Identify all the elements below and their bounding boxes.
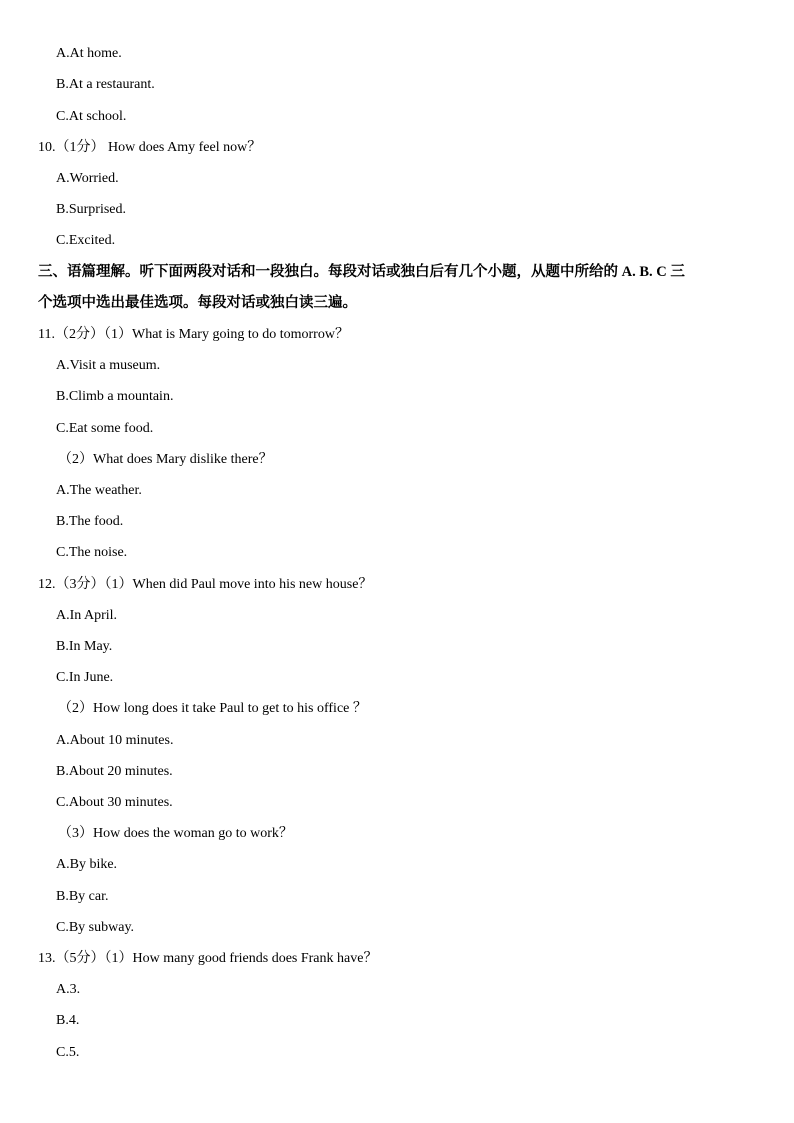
question-13-1: 13.（5分）（1）How many good friends does Frank have？ [38, 951, 378, 966]
option-school: C.At school. [56, 109, 127, 124]
question-10: 10.（1分） How does Amy feel now？ [38, 140, 262, 155]
question-11-1: 11.（2分）（1）What is Mary going to do tomorrow？ [38, 327, 349, 342]
option-subway: C.By subway. [56, 920, 135, 935]
option-5: C.5. [56, 1045, 80, 1060]
option-3: A.3. [56, 982, 81, 997]
option-4: B.4. [56, 1013, 80, 1028]
section-heading: 三、语篇理解。听下面两段对话和一段独白。每段对话或独白后有几个小题，从题中所给的 A. B. C 三 [38, 264, 685, 280]
option-mountain: B.Climb a mountain. [56, 389, 174, 404]
option-weather: A.The weather. [56, 483, 142, 498]
option-food: C.Eat some food. [56, 421, 154, 436]
option-may: B.In May. [56, 639, 113, 654]
option-30-minutes: C.About 30 minutes. [56, 795, 173, 810]
question-12-3: （3）How does the woman go to work？ [58, 826, 293, 841]
question-12-2: （2）How long does it take Paul to get to his office ？ [58, 701, 367, 716]
question-12-1: 12.（3分）（1）When did Paul move into his new house？ [38, 577, 373, 592]
section-heading-cont: 个选项中选出最佳选项。每段对话或独白读三遍。 [38, 295, 357, 311]
option-bike: A.By bike. [56, 857, 118, 872]
option-20-minutes: B.About 20 minutes. [56, 764, 173, 779]
option-museum: A.Visit a museum. [56, 358, 161, 373]
option-noise: C.The noise. [56, 545, 128, 560]
option-surprised: B.Surprised. [56, 202, 126, 217]
option-10-minutes: A.About 10 minutes. [56, 733, 174, 748]
option-the-food: B.The food. [56, 514, 124, 529]
option-home: A.At home. [56, 46, 122, 61]
option-restaurant: B.At a restaurant. [56, 77, 155, 92]
question-11-2: （2）What does Mary dislike there？ [58, 452, 273, 467]
option-car: B.By car. [56, 889, 109, 904]
option-june: C.In June. [56, 670, 114, 685]
option-excited: C.Excited. [56, 233, 116, 248]
option-april: A.In April. [56, 608, 118, 623]
option-worried: A.Worried. [56, 171, 119, 186]
